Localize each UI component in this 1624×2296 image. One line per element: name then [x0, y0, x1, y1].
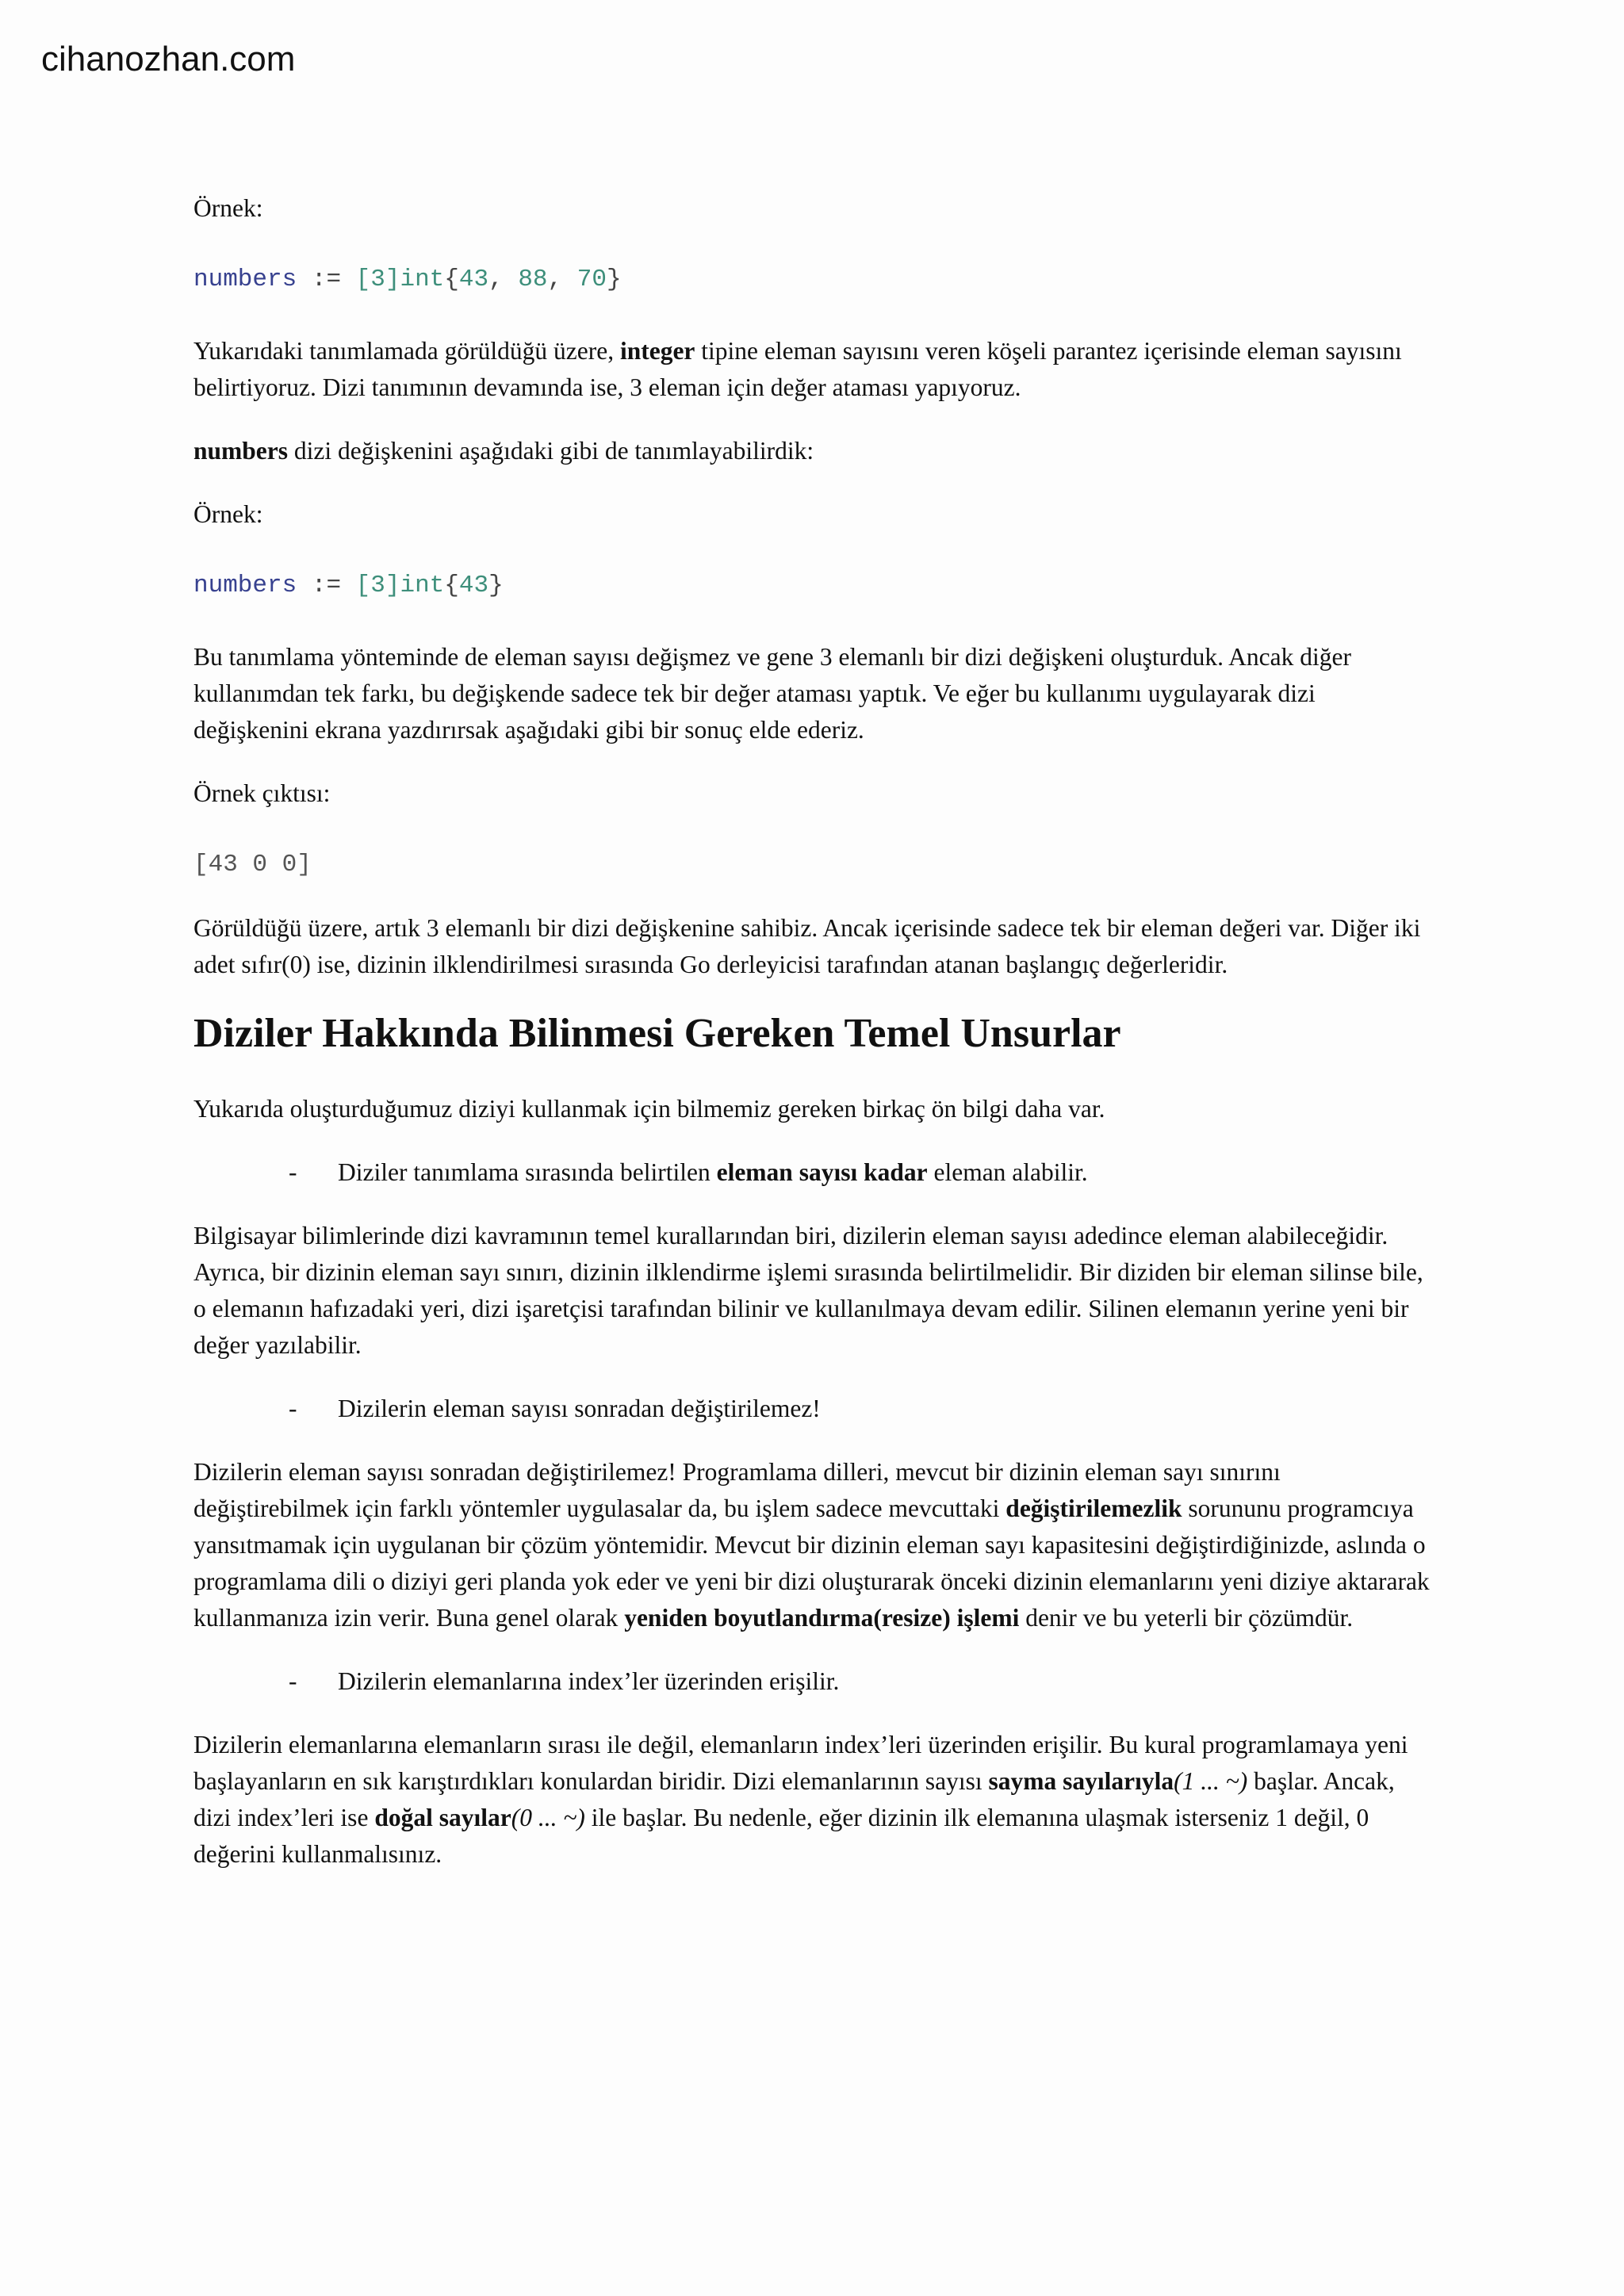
code-operator: := — [297, 572, 356, 599]
bold-text: integer — [619, 337, 695, 365]
paragraph: Görüldüğü üzere, artık 3 elemanlı bir dizi değişkenine sahibiz. Ancak içerisinde sadece tek bir eleman değeri var. Diğer iki adet sıfır(0) ise, dizinin ilklendirilmesi sırasında Go derleyicisi tarafından atanan başlangıç değerleridir. — [193, 914, 1421, 978]
code-keyword: int — [400, 266, 445, 293]
paragraph: Bu tanımlama yönteminde de eleman sayısı değişmez ve gene 3 elemanlı bir dizi değişkeni oluşturduk. Ancak diğer kullanımdan tek farkı, bu değişkende sadece tek bir değer ataması yaptık. Ve eğer bu kullanımı uygulayarak dizi değişkenini ekrana yazdırırsak aşağıdaki gibi bir sonuç elde ederiz. — [193, 643, 1351, 744]
bold-text: yeniden boyutlandırma(resize) işlemi — [624, 1604, 1020, 1632]
code-comma: , — [547, 266, 577, 293]
text: başlar. Ancak, dizi index’leri ise — [193, 1767, 1395, 1831]
text: Dizilerin elemanlarına elemanların sırası ile değil, elemanların index’leri üzerinden erişilir. Bu kural programlamaya yeni başlayanların en sık karıştırdıkları konulardan biridir. Dizi elemanlarının sayısı — [193, 1731, 1408, 1795]
output-block: [43 0 0] — [193, 851, 312, 878]
bullet-text: Dizilerin elemanlarına index’ler üzerinden erişilir. — [338, 1667, 840, 1695]
code-number: 43 — [458, 572, 489, 599]
bold-text: doğal sayılar — [374, 1804, 511, 1831]
bold-text: sayma sayılarıyla — [988, 1767, 1174, 1795]
paragraph: Yukarıda oluşturduğumuz diziyi kullanmak için bilmemiz gereken birkaç ön bilgi daha var. — [193, 1095, 1105, 1123]
bold-text: numbers — [193, 437, 289, 465]
bold-text: değiştirilemezlik — [1005, 1494, 1182, 1522]
bullet-item — [193, 1391, 1431, 1427]
paragraph — [193, 333, 1431, 406]
bullet-item — [193, 1154, 1431, 1191]
code-number: 88 — [518, 266, 548, 293]
text: eleman alabilir. — [927, 1158, 1088, 1186]
code-block-1 — [193, 262, 1431, 298]
code-keyword: int — [400, 572, 445, 599]
paragraph — [193, 1454, 1431, 1636]
bullet-dash: - — [289, 1158, 297, 1186]
code-bracket: [3] — [355, 572, 400, 599]
text: dizi değişkenini aşağıdaki gibi de tanımlayabilirdik: — [288, 437, 814, 465]
code-operator: := — [297, 266, 356, 293]
bullet-dash: - — [289, 1667, 297, 1695]
text: sorununu programcıya yansıtmamak için uygulanan bir çözüm yöntemidir. Mevcut bir dizinin eleman sayı kapasitesini değiştirdiğinizde, aslında o programlama dili o diziyi geri planda yok eder ve yeni bir dizi oluşturarak önceki dizinin elemanlarını yeni diziye aktararak kullanmanıza izin verir. Buna genel olarak — [193, 1494, 1430, 1632]
code-identifier: numbers — [193, 572, 297, 599]
code-comma: , — [488, 266, 519, 293]
bullet-text: Dizilerin eleman sayısı sonradan değiştirilemez! — [338, 1395, 821, 1422]
bullet-dash: - — [289, 1395, 297, 1422]
text: Yukarıdaki tanımlamada görüldüğü üzere, — [193, 337, 620, 365]
paragraph — [193, 1727, 1431, 1873]
code-brace: { — [444, 266, 459, 293]
paragraph: Bilgisayar bilimlerinde dizi kavramının temel kurallarından biri, dizilerin eleman sayısı adedince eleman alabileceğidir. Ayrıca, bir dizinin eleman sayı sınırı, dizinin ilklendirme işlemi sırasında belirtilmelidir. Bir diziden bir eleman silinse bile, o elemanın hafızadaki yeri, dizi işaretçisi tarafından bilinir ve kullanılmaya devam edilir. Silinen elemanın yerine yeni bir değer yazılabilir. — [193, 1222, 1423, 1359]
code-number: 70 — [576, 266, 607, 293]
code-brace: { — [444, 572, 459, 599]
document-body — [193, 190, 1431, 1900]
code-bracket: [3] — [355, 266, 400, 293]
bullet-item — [193, 1663, 1431, 1700]
example-label: Örnek: — [193, 500, 263, 528]
code-block-2 — [193, 568, 1431, 604]
site-name: cihanozhan.com — [41, 40, 296, 78]
code-brace: } — [488, 572, 504, 599]
text: Dizilerin eleman sayısı sonradan değiştirilemez! Programlama dilleri, mevcut bir dizinin eleman sayı sınırını değiştirebilmek için farklı yöntemler uygulasalar da, bu işlem sadece mevcuttaki — [193, 1458, 1281, 1522]
bold-text: eleman sayısı kadar — [716, 1158, 928, 1186]
paragraph — [193, 433, 1431, 469]
text: denir ve bu yeterli bir çözümdür. — [1019, 1604, 1354, 1632]
code-brace: } — [606, 266, 622, 293]
code-identifier: numbers — [193, 266, 297, 293]
example-output-label: Örnek çıktısı: — [193, 779, 331, 807]
text: ile başlar. Bu nedenle, eğer dizinin ilk elemanına ulaşmak isterseniz 1 değil, 0 değerini kullanmalısınız. — [193, 1804, 1369, 1868]
bullet-text — [338, 1154, 1088, 1191]
code-number: 43 — [458, 266, 489, 293]
italic-text: (1 ... ~) — [1174, 1767, 1248, 1795]
text: tipine eleman sayısını veren köşeli parantez içerisinde eleman sayısını belirtiyoruz. Dizi tanımının devamında ise, 3 eleman için değer ataması yapıyoruz. — [193, 337, 1402, 401]
example-label: Örnek: — [193, 194, 263, 222]
italic-text: (0 ... ~) — [511, 1804, 585, 1831]
text: Diziler tanımlama sırasında belirtilen — [338, 1158, 717, 1186]
section-heading: Diziler Hakkında Bilinmesi Gereken Temel Unsurlar — [193, 1011, 1121, 1056]
